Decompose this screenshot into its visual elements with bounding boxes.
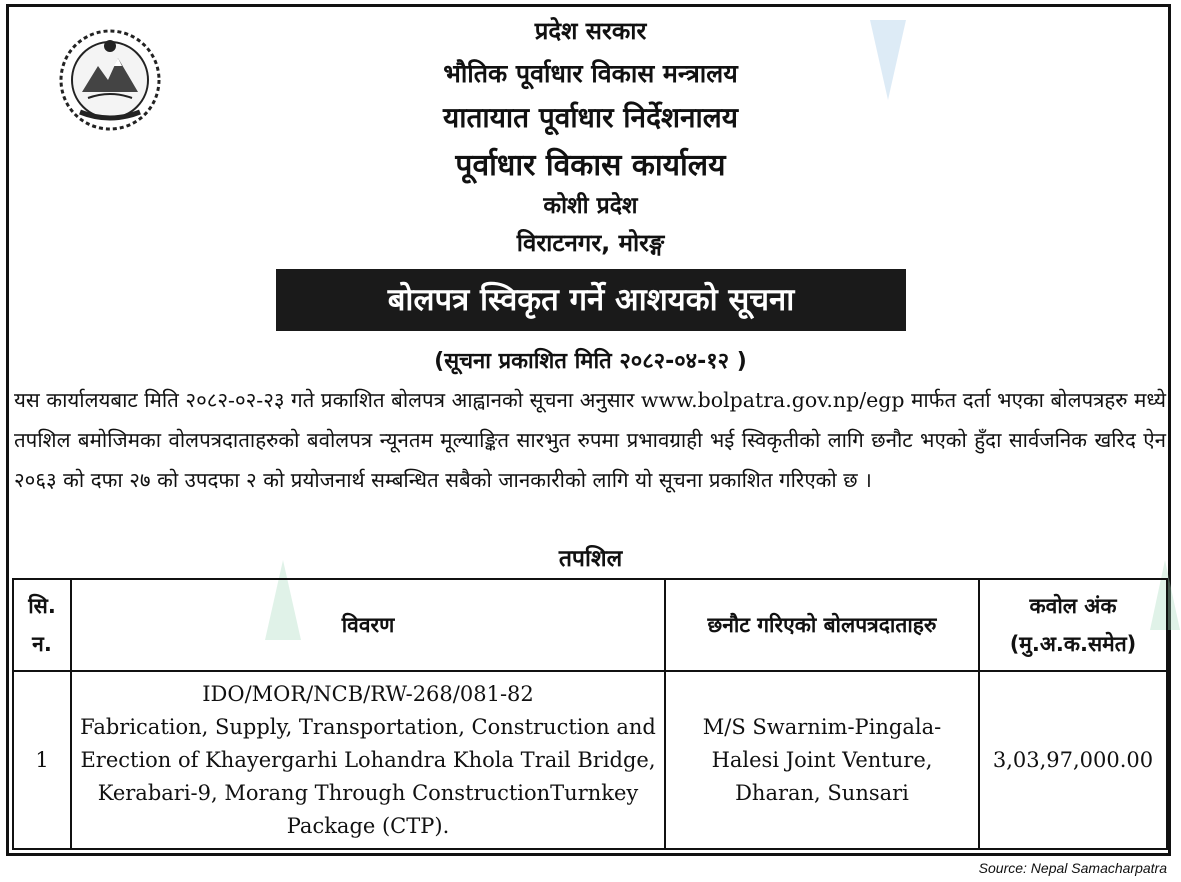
header-province-government: प्रदेश सरकार bbox=[534, 17, 647, 45]
source-credit: Source: Nepal Samacharpatra bbox=[978, 860, 1167, 876]
bid-table bbox=[12, 578, 1168, 850]
table-row bbox=[13, 671, 1167, 849]
header-province: कोशी प्रदेश bbox=[543, 193, 638, 219]
notice-title-banner: बोलपत्र स्विकृत गर्ने आशयको सूचना bbox=[276, 269, 906, 331]
contract-reference: IDO/MOR/NCB/RW-268/081-82 bbox=[202, 681, 534, 706]
cell-description bbox=[71, 671, 665, 849]
column-header-description: विवरण bbox=[71, 579, 665, 671]
notice-body-paragraph: यस कार्यालयबाट मिति २०८२-०२-२३ गते प्रकाशित बोलपत्र आह्वानको सूचना अनुसार www.bolpatra.gov.np/egp मार्फत दर्ता भएका बोलपत्रहरु मध्ये तपशिल बमोजिमका वोलपत्रदाताहरुको बवोलपत्र न्यूनतम मूल्याङ्कित सारभुत रुपमा प्रभावग्राही भई स्विकृतीको लागि छनौट भएको हुँदा सार्वजनिक खरिद ऐन २०६३ को दफा २७ को उपदफा २ को प्रयोजनार्थ सम्बन्धित सबैको जानकारीको लागि यो सूचना प्रकाशित गरिएको छ । bbox=[14, 388, 1166, 492]
cell-bidder: M/S Swarnim-Pingala-Halesi Joint Venture, Dharan, Sunsari bbox=[665, 671, 979, 849]
schedule-heading: तपशिल bbox=[558, 546, 623, 572]
contract-description: Fabrication, Supply, Transportation, Construction and Erection of Khayergarhi Lohandra Khola Trail Bridge, Kerabari-9, Morang Through ConstructionTurnkey Package (CTP). bbox=[80, 714, 656, 838]
column-header-sn: सि. न. bbox=[13, 579, 71, 671]
cell-amount: 3,03,97,000.00 bbox=[979, 671, 1167, 849]
column-header-amount: कवोल अंक (मु.अ.क.समेत) bbox=[979, 579, 1167, 671]
header-ministry: भौतिक पूर्वाधार विकास मन्त्रालय bbox=[443, 59, 738, 88]
cell-sn: 1 bbox=[13, 671, 71, 849]
table-header-row bbox=[13, 579, 1167, 671]
header-location: विराटनगर, मोरङ्ग bbox=[516, 229, 665, 257]
header-office: पूर्वाधार विकास कार्यालय bbox=[455, 148, 726, 183]
column-header-bidder: छनौट गरिएको बोलपत्रदाताहरु bbox=[665, 579, 979, 671]
header-directorate: यातायात पूर्वाधार निर्देशनालय bbox=[442, 101, 739, 134]
publication-date: (सूचना प्रकाशित मिति २०८२-०४-१२ ) bbox=[434, 349, 747, 374]
